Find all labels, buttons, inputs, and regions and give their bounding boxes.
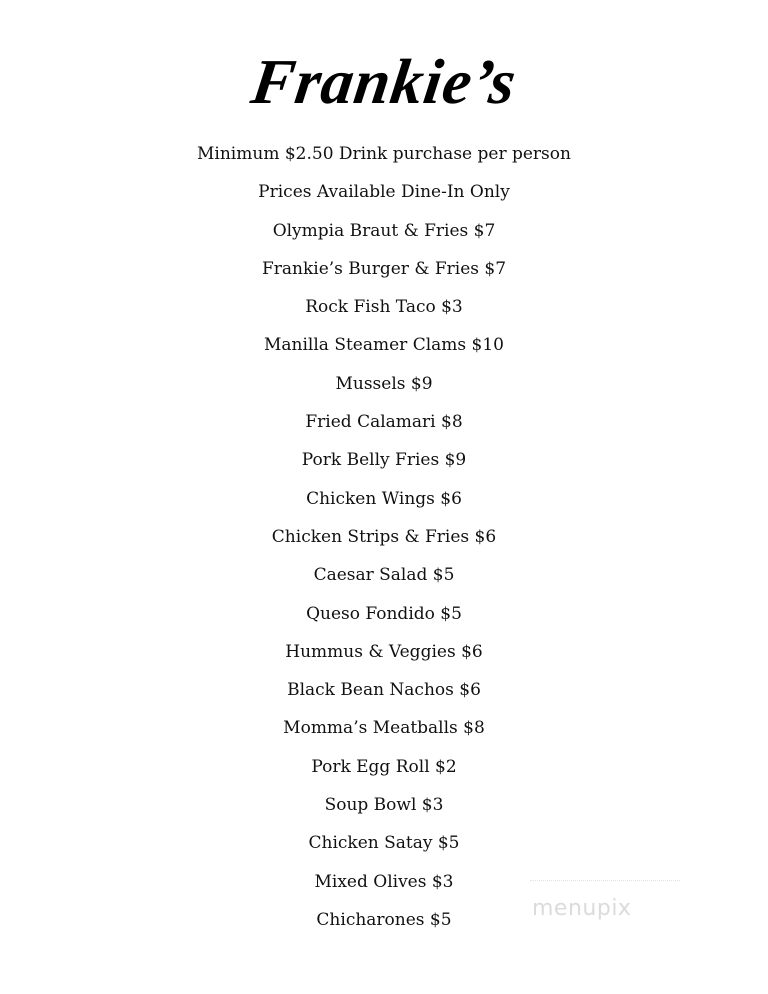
menu-item: Rock Fish Taco $3 <box>305 297 463 318</box>
menu-item: Soup Bowl $3 <box>324 795 444 816</box>
menu-item: Mussels $9 <box>335 373 433 394</box>
menu-item: Manilla Steamer Clams $10 <box>263 335 504 356</box>
watermark-logo: menupix <box>532 896 632 921</box>
menu-item: Olympia Braut & Fries $7 <box>272 220 496 241</box>
menu-item: Black Bean Nachos $6 <box>287 680 481 701</box>
menu-item: Chicken Wings $6 <box>306 488 462 509</box>
menu-item: Caesar Salad $5 <box>313 565 455 586</box>
menu-item: Chicken Satay $5 <box>308 833 460 854</box>
menu-title: Frankie’s <box>247 46 521 117</box>
menu-list <box>0 139 768 943</box>
menu-item: Pork Egg Roll $2 <box>311 756 457 777</box>
menu-note-minimum: Minimum $2.50 Drink purchase per person <box>197 144 571 164</box>
menu-item: Mixed Olives $3 <box>314 871 454 892</box>
menu-item: Chicharones $5 <box>316 909 452 930</box>
menu-item: Pork Belly Fries $9 <box>301 450 467 471</box>
menu-item: Chicken Strips & Fries $6 <box>271 526 497 547</box>
menu-item: Fried Calamari $8 <box>305 412 463 433</box>
menu-item: Hummus & Veggies $6 <box>285 641 483 662</box>
menu-note-dine-in: Prices Available Dine-In Only <box>258 182 510 203</box>
watermark-divider <box>530 880 680 889</box>
menu-item: Momma’s Meatballs $8 <box>283 718 485 739</box>
menu-item: Frankie’s Burger & Fries $7 <box>261 258 507 279</box>
menu-item: Queso Fondido $5 <box>306 603 462 624</box>
